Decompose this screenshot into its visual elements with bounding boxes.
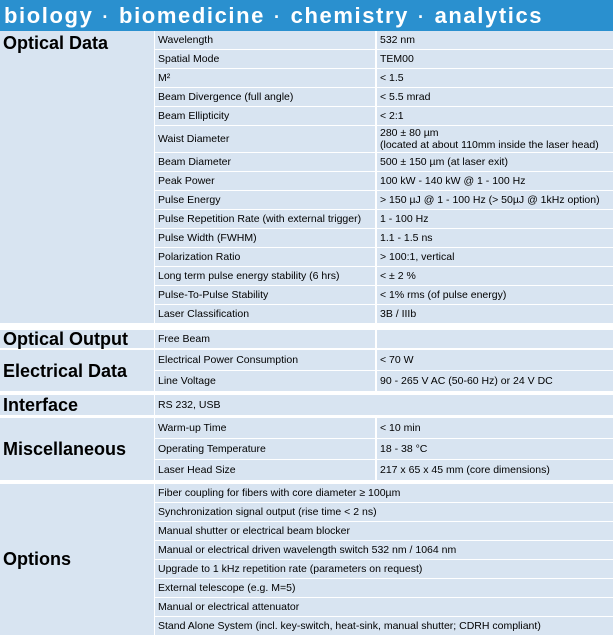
spec-label: M² [155, 69, 375, 87]
spec-row [155, 172, 613, 190]
spec-value: 3B / IIIb [377, 305, 613, 323]
spec-item: Upgrade to 1 kHz repetition rate (parameters on request) [155, 560, 613, 578]
spec-row [155, 460, 613, 480]
spec-row [155, 191, 613, 209]
spec-label: Pulse Repetition Rate (with external trigger) [155, 210, 375, 228]
spec-value: 90 - 265 V AC (50-60 Hz) or 24 V DC [377, 371, 613, 391]
spec-value-note: (located at about 110mm inside the laser head) [380, 139, 599, 151]
spec-label: Warm-up Time [155, 418, 375, 438]
spec-row [155, 503, 613, 521]
section-title: Electrical Data [0, 350, 154, 391]
section-optical-output [0, 330, 613, 348]
spec-row [155, 617, 613, 635]
spec-label: Operating Temperature [155, 439, 375, 459]
spec-label: Laser Head Size [155, 460, 375, 480]
section-rows [155, 418, 613, 480]
spec-value: 18 - 38 °C [377, 439, 613, 459]
spec-row [155, 229, 613, 247]
spec-item: External telescope (e.g. M=5) [155, 579, 613, 597]
spec-row [155, 484, 613, 502]
section-miscellaneous [0, 418, 613, 480]
spec-label: Pulse Width (FWHM) [155, 229, 375, 247]
spec-row [155, 286, 613, 304]
spec-label: Beam Divergence (full angle) [155, 88, 375, 106]
spec-item: Manual or electrical attenuator [155, 598, 613, 616]
spec-label: Spatial Mode [155, 50, 375, 68]
banner-word-biomedicine: biomedicine [119, 3, 265, 28]
banner-separator: · [102, 7, 111, 27]
spec-value: 1.1 - 1.5 ns [377, 229, 613, 247]
spec-value: 1 - 100 Hz [377, 210, 613, 228]
spec-label: Polarization Ratio [155, 248, 375, 266]
spec-row [155, 50, 613, 68]
spec-label: Pulse Energy [155, 191, 375, 209]
spec-row [155, 330, 613, 348]
section-rows [155, 350, 613, 391]
spec-item: RS 232, USB [155, 395, 613, 415]
spec-row [155, 248, 613, 266]
section-rows [155, 484, 613, 635]
spec-row [155, 395, 613, 415]
spec-row [155, 522, 613, 540]
spec-item: Manual shutter or electrical beam blocker [155, 522, 613, 540]
spec-label: Peak Power [155, 172, 375, 190]
banner-word-biology: biology [4, 3, 94, 28]
spec-row [155, 541, 613, 559]
spec-label: Pulse-To-Pulse Stability [155, 286, 375, 304]
spec-row [155, 153, 613, 171]
section-title: Options [0, 484, 154, 635]
spec-value: < 1.5 [377, 69, 613, 87]
spec-row [155, 418, 613, 438]
spec-item: Manual or electrical driven wavelength switch 532 nm / 1064 nm [155, 541, 613, 559]
spec-label: Beam Diameter [155, 153, 375, 171]
spec-value: < 5.5 mrad [377, 88, 613, 106]
spec-value: 532 nm [377, 31, 613, 49]
spec-row [155, 371, 613, 391]
banner-word-chemistry: chemistry [290, 3, 409, 28]
spec-label: Free Beam [155, 330, 375, 348]
spec-value-line: 280 ± 80 µm [380, 127, 439, 139]
spec-value: 500 ± 150 µm (at laser exit) [377, 153, 613, 171]
spec-label: Waist Diameter [155, 126, 375, 152]
section-options [0, 484, 613, 635]
banner-separator: · [274, 7, 282, 27]
spec-row [155, 31, 613, 49]
spec-value: TEM00 [377, 50, 613, 68]
spec-value: < 2:1 [377, 107, 613, 125]
spec-value: 217 x 65 x 45 mm (core dimensions) [377, 460, 613, 480]
spec-row [155, 439, 613, 459]
spec-row [155, 69, 613, 87]
section-rows [155, 31, 613, 323]
spec-label: Electrical Power Consumption [155, 350, 375, 370]
spec-sheet [0, 31, 613, 635]
spec-label: Beam Ellipticity [155, 107, 375, 125]
spec-item: Stand Alone System (incl. key-switch, heat-sink, manual shutter; CDRH compliant) [155, 617, 613, 635]
spec-label: Wavelength [155, 31, 375, 49]
spec-value: < 10 min [377, 418, 613, 438]
spec-value: 100 kW - 140 kW @ 1 - 100 Hz [377, 172, 613, 190]
spec-value: < 70 W [377, 350, 613, 370]
spec-value: < 1% rms (of pulse energy) [377, 286, 613, 304]
spec-label: Laser Classification [155, 305, 375, 323]
spec-row [155, 350, 613, 370]
spec-value [377, 126, 613, 152]
spec-row [155, 126, 613, 152]
header-banner [0, 0, 613, 31]
spec-row [155, 88, 613, 106]
spec-row [155, 305, 613, 323]
spec-row [155, 210, 613, 228]
spec-label: Line Voltage [155, 371, 375, 391]
spec-value: > 100:1, vertical [377, 248, 613, 266]
section-optical-data [0, 31, 613, 323]
spec-item: Synchronization signal output (rise time < 2 ns) [155, 503, 613, 521]
spec-value: < ± 2 % [377, 267, 613, 285]
banner-separator: · [417, 7, 426, 27]
spec-label: Long term pulse energy stability (6 hrs) [155, 267, 375, 285]
section-interface [0, 395, 613, 415]
spec-row [155, 107, 613, 125]
section-title: Optical Output [0, 330, 154, 348]
section-title: Optical Data [0, 31, 154, 323]
spec-value: > 150 µJ @ 1 - 100 Hz (> 50µJ @ 1kHz option) [377, 191, 613, 209]
spec-value [377, 330, 613, 348]
spec-row [155, 598, 613, 616]
banner-word-analytics: analytics [434, 3, 544, 28]
section-title: Miscellaneous [0, 418, 154, 480]
section-electrical-data [0, 350, 613, 391]
spec-row [155, 267, 613, 285]
spec-row [155, 579, 613, 597]
spec-row [155, 560, 613, 578]
spec-item: Fiber coupling for fibers with core diameter ≥ 100µm [155, 484, 613, 502]
section-rows [155, 395, 613, 415]
section-rows [155, 330, 613, 348]
section-title: Interface [0, 395, 154, 415]
